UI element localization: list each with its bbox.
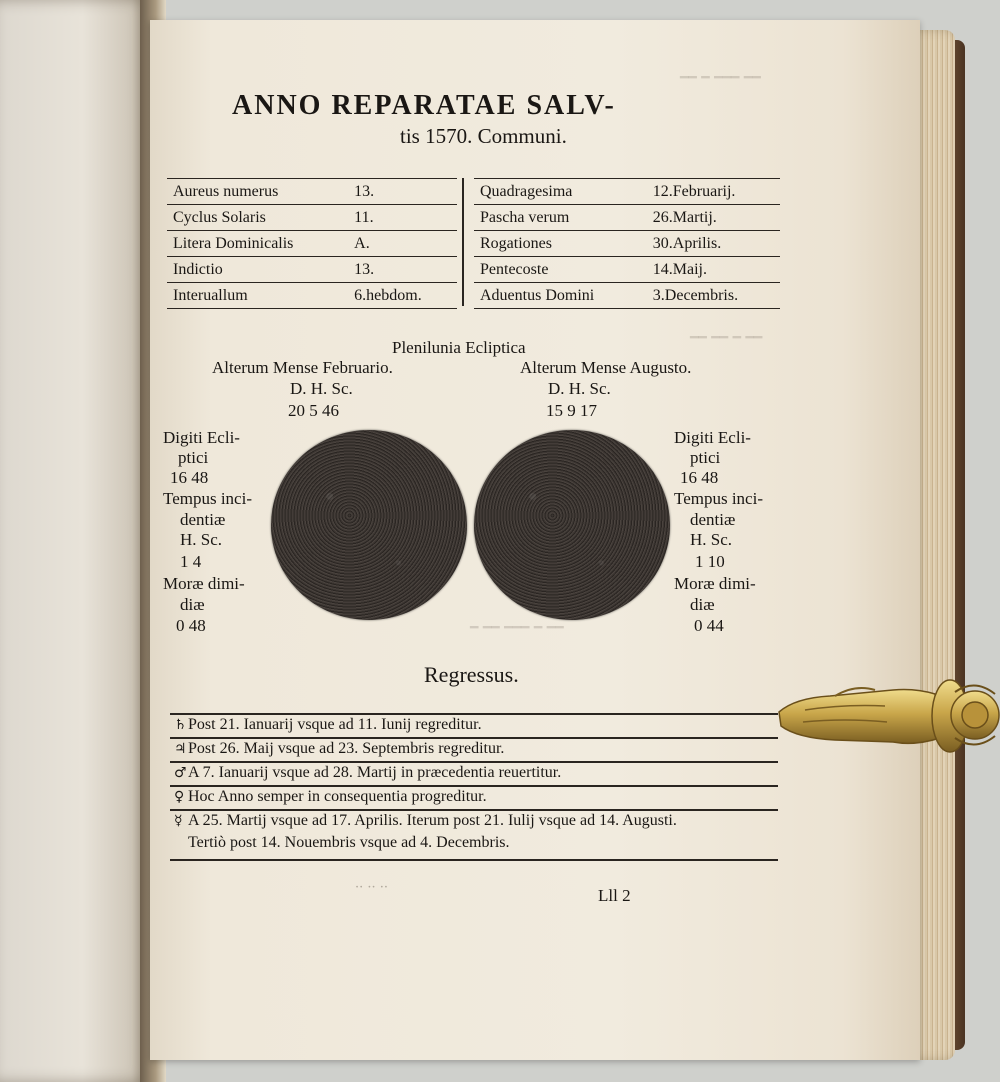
- table-row: [167, 179, 457, 205]
- list-item: [174, 788, 487, 806]
- venus-icon: ♀: [174, 789, 185, 805]
- rule: [170, 761, 778, 763]
- regress-text: A 25. Martij vsque ad 17. Aprilis. Iterum post 21. Iulij vsque ad 14. Augusti.: [188, 812, 677, 829]
- tempus-hsc: H. Sc.: [690, 530, 733, 549]
- rule: [170, 785, 778, 787]
- tempus-value: 1 10: [695, 552, 725, 571]
- table-row: [167, 283, 457, 309]
- computus-table-right: [474, 178, 780, 309]
- rule: [170, 713, 778, 715]
- tempus-label: dentiæ: [690, 510, 736, 529]
- rule: [170, 809, 778, 811]
- digiti-label: ptici: [178, 448, 209, 467]
- folio-signature: Lll 2: [598, 886, 631, 905]
- morae-value: 0 48: [176, 616, 206, 635]
- row-label: Litera Dominicalis: [167, 231, 348, 257]
- table-row: [167, 231, 457, 257]
- row-label: Quadragesima: [474, 179, 647, 205]
- eclipse-heading: Plenilunia Ecliptica: [392, 338, 526, 357]
- row-label: Rogationes: [474, 231, 647, 257]
- list-item: [174, 764, 561, 782]
- dhs-header-second: D. H. Sc.: [548, 379, 611, 398]
- list-item: [174, 740, 504, 758]
- bleed-through: ━━ ━ ━━━ ━━: [680, 70, 761, 86]
- dhs-header-first: D. H. Sc.: [290, 379, 353, 398]
- table-row: [167, 257, 457, 283]
- morae-label: diæ: [690, 595, 715, 614]
- row-label: Interuallum: [167, 283, 348, 309]
- morae-label: Moræ dimi-: [163, 574, 245, 593]
- row-label: Pascha verum: [474, 205, 647, 231]
- table-row: [474, 257, 780, 283]
- row-value: A.: [348, 231, 457, 257]
- morae-value: 0 44: [694, 616, 724, 635]
- row-value: 3.Decembris.: [647, 283, 780, 309]
- tempus-value: 1 4: [180, 552, 202, 571]
- tempus-label: Tempus inci-: [674, 489, 763, 508]
- digiti-value: 16 48: [680, 468, 719, 487]
- tempus-hsc: H. Sc.: [180, 530, 223, 549]
- dhs-values-first: 20 5 46: [288, 401, 339, 420]
- row-value: 13.: [348, 257, 457, 283]
- row-label: Pentecoste: [474, 257, 647, 283]
- left-page: [0, 0, 150, 1082]
- table-divider: [462, 178, 464, 306]
- regress-text: Hoc Anno semper in consequentia progreditur.: [188, 788, 487, 805]
- page-title: ANNO REPARATAE SALV-: [232, 90, 616, 121]
- moon-eclipse-icon: [271, 430, 467, 620]
- row-label: Indictio: [167, 257, 348, 283]
- rule: [170, 859, 778, 861]
- mars-icon: ♂: [174, 765, 187, 781]
- page-subtitle: tis 1570. Communi.: [400, 124, 567, 148]
- bleed-through: ━ ━━ ━━━ ━ ━━: [470, 620, 564, 636]
- table-row: [474, 283, 780, 309]
- faint-catchword: ·· ·· ··: [355, 880, 389, 895]
- row-label: Aureus numerus: [167, 179, 348, 205]
- list-item: [174, 834, 509, 852]
- digiti-value: 16 48: [170, 468, 209, 487]
- moon-eclipse-icon: [474, 430, 670, 620]
- row-label: Aduentus Domini: [474, 283, 647, 309]
- morae-label: diæ: [180, 595, 205, 614]
- list-item: [174, 812, 677, 830]
- rule: [170, 737, 778, 739]
- list-item: [174, 716, 482, 734]
- row-value: 6.hebdom.: [348, 283, 457, 309]
- table-row: [474, 231, 780, 257]
- table-row: [474, 205, 780, 231]
- regress-text: Post 21. Ianuarij vsque ad 11. Iunij regreditur.: [188, 716, 482, 733]
- table-row: [474, 179, 780, 205]
- tempus-label: dentiæ: [180, 510, 226, 529]
- saturn-icon: ♄: [174, 717, 187, 733]
- regress-text: Post 26. Maij vsque ad 23. Septembris regreditur.: [188, 740, 505, 757]
- tempus-label: Tempus inci-: [163, 489, 252, 508]
- regress-text: Tertiò post 14. Nouembris vsque ad 4. Decembris.: [188, 834, 510, 851]
- eclipse-month-second: Alterum Mense Augusto.: [520, 358, 692, 377]
- row-value: 26.Martij.: [647, 205, 780, 231]
- row-value: 14.Maij.: [647, 257, 780, 283]
- regress-text: A 7. Ianuarij vsque ad 28. Martij in præcedentia reuertitur.: [188, 764, 562, 781]
- jupiter-icon: ♃: [174, 741, 187, 757]
- morae-label: Moræ dimi-: [674, 574, 756, 593]
- eclipse-month-first: Alterum Mense Februario.: [212, 358, 393, 377]
- regressus-heading: Regressus.: [424, 662, 519, 687]
- row-value: 12.Februarij.: [647, 179, 780, 205]
- table-row: [167, 205, 457, 231]
- mercury-icon: ☿: [174, 813, 183, 829]
- digiti-label: ptici: [690, 448, 721, 467]
- bleed-through: ━━ ━━ ━ ━━: [690, 330, 763, 346]
- computus-table-left: [167, 178, 457, 309]
- hand-clasp-icon: [775, 660, 1000, 775]
- row-label: Cyclus Solaris: [167, 205, 348, 231]
- digiti-label: Digiti Ecli-: [163, 428, 240, 447]
- row-value: 11.: [348, 205, 457, 231]
- dhs-values-second: 15 9 17: [546, 401, 597, 420]
- row-value: 13.: [348, 179, 457, 205]
- digiti-label: Digiti Ecli-: [674, 428, 751, 447]
- row-value: 30.Aprilis.: [647, 231, 780, 257]
